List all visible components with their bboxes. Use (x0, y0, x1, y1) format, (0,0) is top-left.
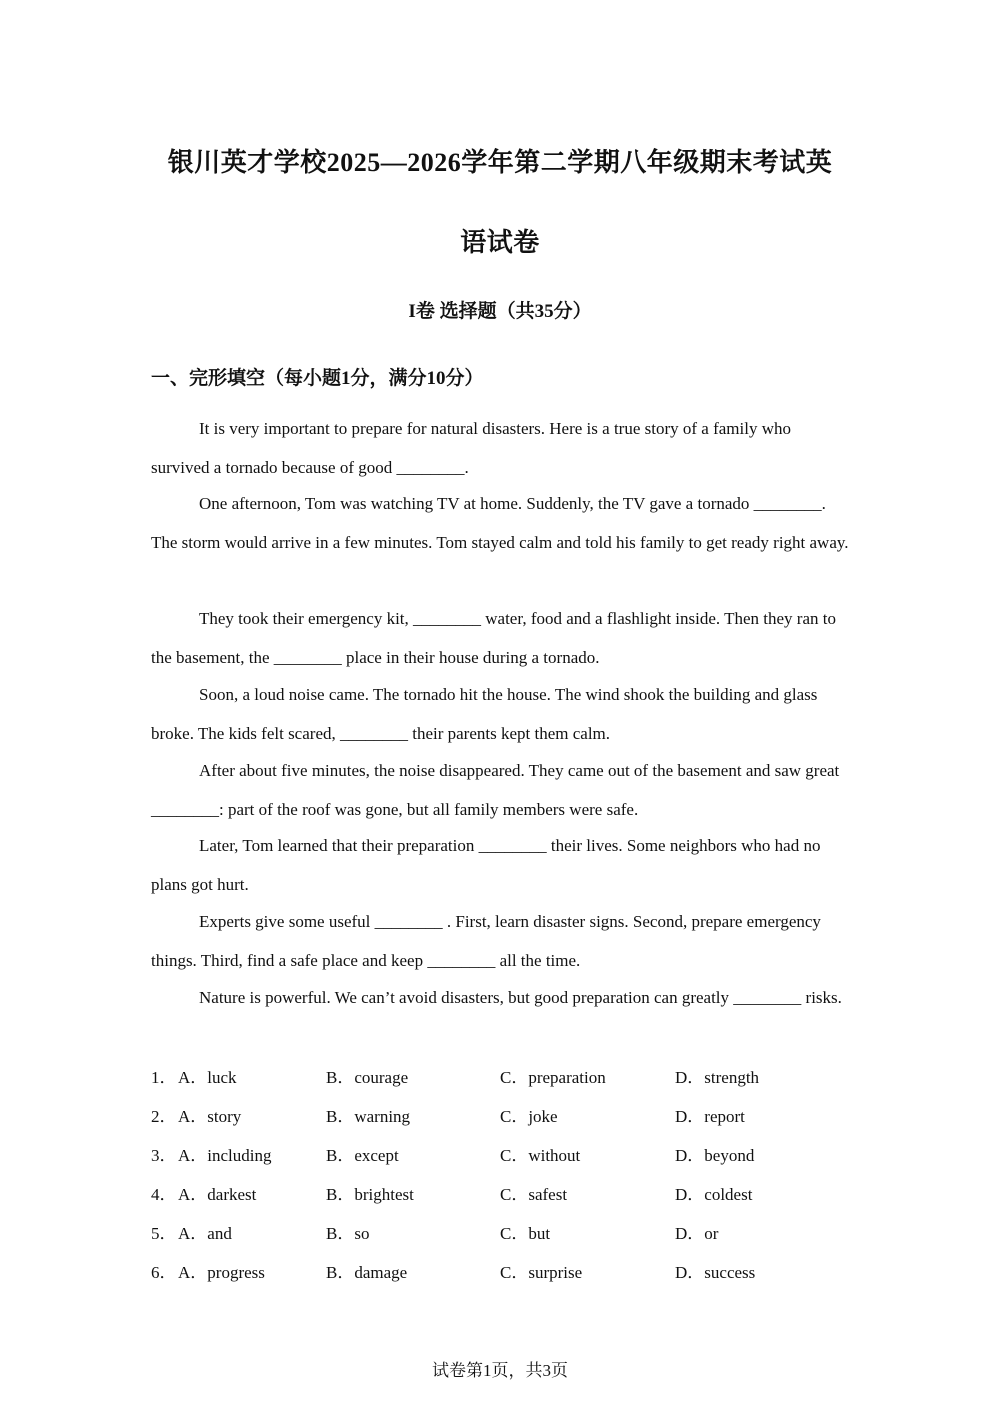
question-number: 2． (151, 1107, 177, 1126)
option-d: D．or (675, 1224, 719, 1243)
option-d: D．report (675, 1107, 745, 1126)
exam-title-line1: 银川英才学校2025—2026学年第二学期八年级期末考试英 (167, 148, 833, 177)
page-footer: 试卷第1页，共3页 (432, 1361, 568, 1380)
option-row (151, 1102, 851, 1126)
option-row (151, 1180, 851, 1204)
passage-paragraph: They took their emergency kit, ________ water, food and a flashlight inside. Then they ran to the basement, the ________ place in their house during a tornado. (151, 609, 836, 667)
option-b: B．brightest (326, 1185, 414, 1204)
passage-paragraph: Soon, a loud noise came. The tornado hit the house. The wind shook the building and glass broke. The kids felt scared, ________ their parents kept them calm. (151, 685, 818, 743)
option-a: A．story (178, 1107, 242, 1126)
option-c: C．without (500, 1146, 581, 1165)
passage-paragraph: Nature is powerful. We can’t avoid disasters, but good preparation can greatly ________ risks. (199, 988, 842, 1007)
option-d: D．beyond (675, 1146, 755, 1165)
option-b: B．except (326, 1146, 399, 1165)
option-row (151, 1219, 851, 1243)
question-number: 5． (151, 1224, 177, 1243)
passage-paragraph: It is very important to prepare for natural disasters. Here is a true story of a family who survived a tornado because of good ________. (151, 419, 791, 477)
option-row (151, 1258, 851, 1282)
section-heading: I卷 选择题（共35分） (408, 301, 592, 322)
option-c: C．safest (500, 1185, 568, 1204)
option-b: B．so (326, 1224, 370, 1243)
option-b: B．warning (326, 1107, 411, 1126)
question-number: 6． (151, 1263, 177, 1282)
option-c: C．but (500, 1224, 551, 1243)
option-c: C．joke (500, 1107, 558, 1126)
passage-paragraph: Later, Tom learned that their preparation ________ their lives. Some neighbors who had no plans got hurt. (151, 836, 821, 894)
option-b: B．courage (326, 1068, 409, 1087)
option-d: D．success (675, 1263, 756, 1282)
passage-paragraph: One afternoon, Tom was watching TV at home. Suddenly, the TV gave a tornado ________. The storm would arrive in a few minutes. Tom stayed calm and told his family to get ready right away. (151, 494, 849, 552)
question-number: 3． (151, 1146, 177, 1165)
option-row (151, 1063, 851, 1087)
question-number: 1． (151, 1068, 177, 1087)
passage-paragraph: Experts give some useful ________ . First, learn disaster signs. Second, prepare emergency things. Third, find a safe place and keep ________ all the time. (151, 912, 821, 970)
exam-title-line2: 语试卷 (460, 228, 540, 257)
option-c: C．preparation (500, 1068, 606, 1087)
passage-paragraph: After about five minutes, the noise disappeared. They came out of the basement and saw great ________: part of the roof was gone, but all family members were safe. (151, 761, 840, 819)
option-a: A．including (178, 1146, 272, 1165)
option-d: D．coldest (675, 1185, 753, 1204)
option-c: C．surprise (500, 1263, 583, 1282)
option-d: D．strength (675, 1068, 760, 1087)
option-a: A．progress (178, 1263, 265, 1282)
option-a: A．darkest (178, 1185, 257, 1204)
question-number: 4． (151, 1185, 177, 1204)
option-a: A．and (178, 1224, 232, 1243)
option-a: A．luck (178, 1068, 237, 1087)
option-b: B．damage (326, 1263, 408, 1282)
part-heading: 一、完形填空（每小题1分，满分10分） (151, 368, 484, 389)
option-row (151, 1141, 851, 1165)
